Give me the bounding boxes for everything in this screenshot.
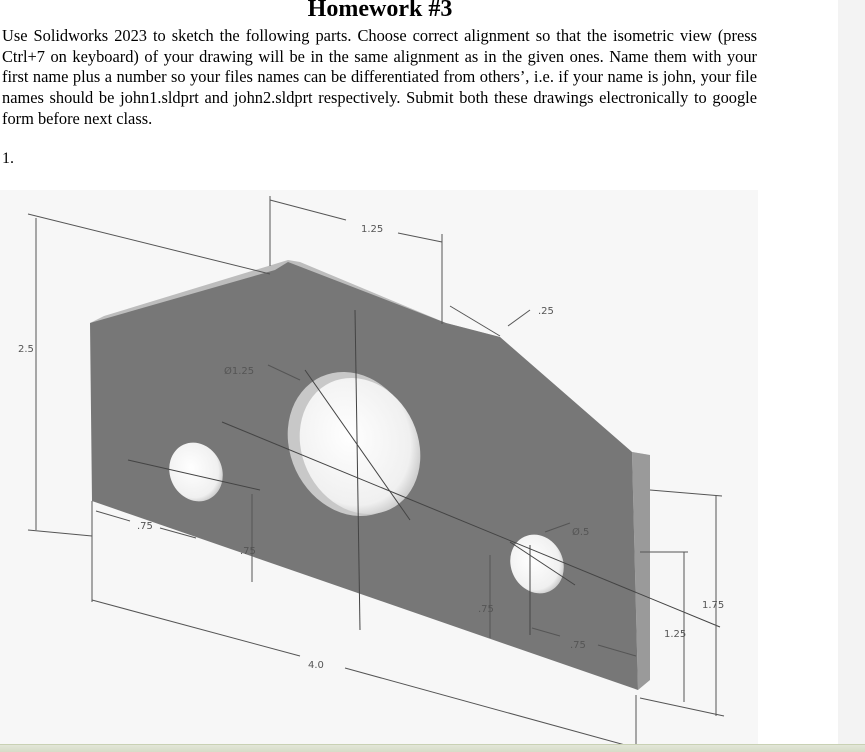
dim-right-height-outer: 1.75 — [702, 600, 725, 611]
right-side-panel — [838, 0, 865, 751]
dim-right-height-inner: 1.25 — [664, 629, 687, 640]
isometric-part-drawing — [0, 190, 758, 750]
dim-small-hole-diameter: Ø.5 — [572, 527, 590, 538]
instructions-paragraph: Use Solidworks 2023 to sketch the following parts. Choose correct alignment so that the isometric view (press Ctrl+7 on keyboard) of your drawing will be in the same alignment as in the given ones. Name them with your first name plus a number so your files names can be differentiated from others’, i.e. if your name is john, your file names should be john1.sldprt and john2.sldprt respectively. Submit both these drawings electronically to google form before next class. — [2, 26, 757, 128]
dim-length: 4.0 — [308, 660, 324, 671]
dim-right-hole-x: .75 — [570, 640, 586, 651]
dim-chamfer: .25 — [538, 306, 554, 317]
dim-height: 2.5 — [18, 344, 34, 355]
dim-large-hole-diameter: Ø1.25 — [224, 366, 255, 377]
page-title: Homework #3 — [307, 0, 453, 22]
dim-left-hole-x: .75 — [137, 521, 153, 532]
dim-right-hole-y: .75 — [478, 604, 494, 615]
item-number: 1. — [2, 150, 14, 167]
drawing-canvas — [0, 190, 758, 750]
dim-left-hole-y: .75 — [240, 546, 256, 557]
dim-top-width: 1.25 — [361, 224, 384, 235]
